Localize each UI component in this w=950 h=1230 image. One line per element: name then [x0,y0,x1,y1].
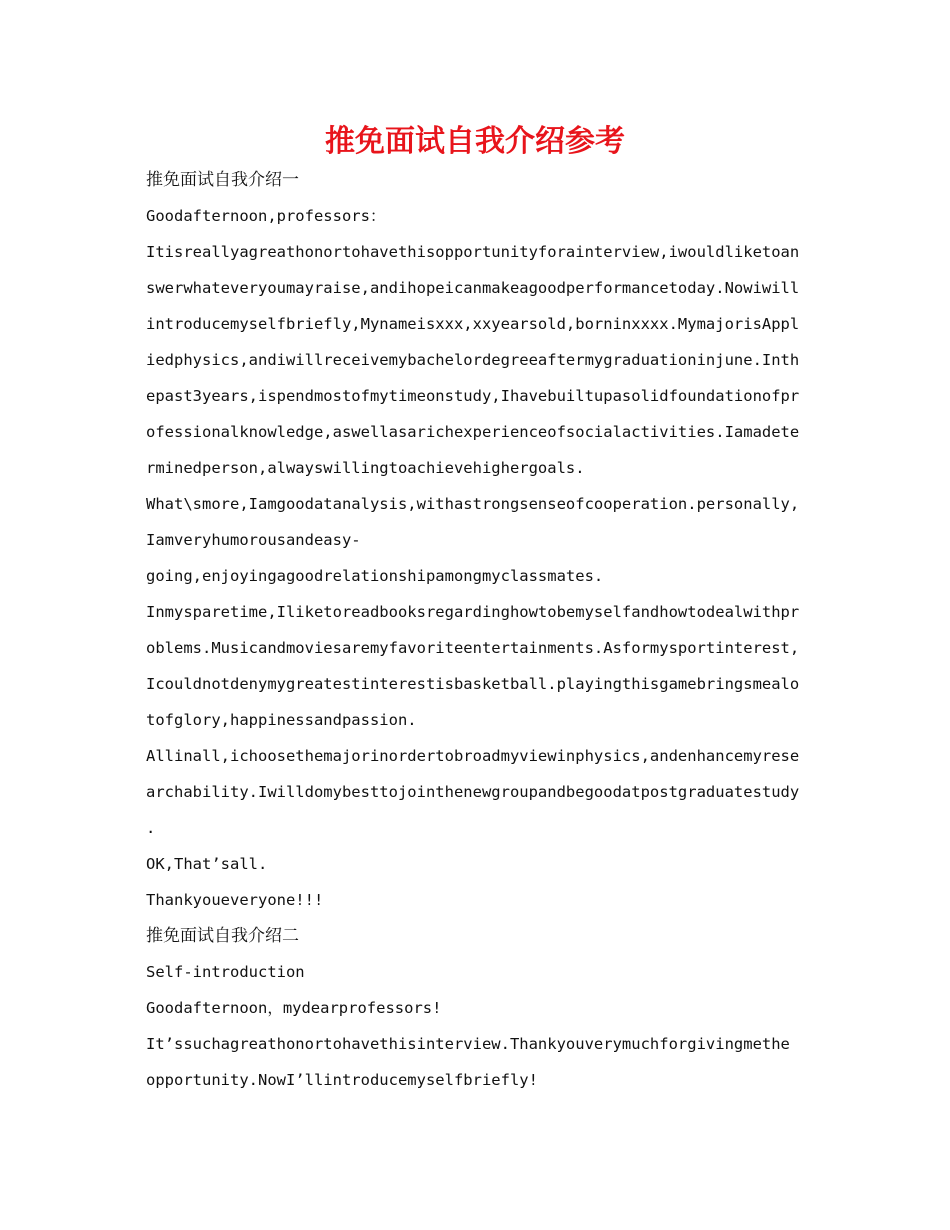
text-line: Allinall,ichoosethemajorinordertobroadmyviewinphysics,andenhancemyrese [146,747,800,765]
section-heading-one: 推免面试自我介绍一 [146,170,299,190]
document-body [146,162,802,1098]
text-line: archability.Iwilldomybesttojointhenewgroupandbegoodatpostgraduatestudy [146,783,800,801]
document-title: 推免面试自我介绍参考 [325,124,625,159]
text-line: swerwhateveryoumayraise,andihopeicanmakeagoodperformancetoday.Nowiwill [146,279,800,297]
text-line: oblems.Musicandmoviesaremyfavoriteentertainments.Asformysportinterest, [146,639,800,657]
text-line: epast3years,ispendmostofmytimeonstudy,Ihavebuiltupasolidfoundationofpr [146,387,800,405]
text-line: Thankyoueveryone!!! [146,891,324,909]
text-line: iedphysics,andiwillreceivemybachelordegreeaftermygraduationinjune.Inth [146,351,800,369]
text-line: introducemyselfbriefly,Mynameisxxx,xxyearsold,borninxxxx.MymajorisAppl [146,315,800,333]
greeting-line: Goodafternoon,professors： [146,207,386,225]
text-line: Goodafternoon，mydearprofessors! [146,999,442,1017]
section-heading-two: 推免面试自我介绍二 [146,926,299,946]
text-line: Itisreallyagreathonortohavethisopportunityforainterview,iwouldliketoan [146,243,800,261]
text-line: What\smore,Iamgoodatanalysis,withastrongsenseofcooperation.personally, [146,495,800,513]
text-line: It’ssuchagreathonortohavethisinterview.Thankyouverymuchforgivingmethe [146,1035,790,1053]
text-line: Inmysparetime,Iliketoreadbooksregardinghowtobemyselfandhowtodealwithpr [146,603,800,621]
text-line: ofessionalknowledge,aswellasarichexperienceofsocialactivities.Iamadete [146,423,800,441]
text-line: Icouldnotdenymygreatestinterestisbasketball.playingthisgamebringsmealo [146,675,800,693]
text-line: . [146,819,156,837]
text-line: Iamveryhumorousandeasy- [146,531,361,549]
text-line: tofglory,happinessandpassion. [146,711,417,729]
text-line: rminedperson,alwayswillingtoachievehighergoals. [146,459,585,477]
text-line: Self-introduction [146,963,305,981]
text-line: opportunity.NowI’llintroducemyselfbriefly! [146,1071,538,1089]
text-line: going,enjoyingagoodrelationshipamongmyclassmates. [146,567,604,585]
text-line: OK,That’sall. [146,855,268,873]
